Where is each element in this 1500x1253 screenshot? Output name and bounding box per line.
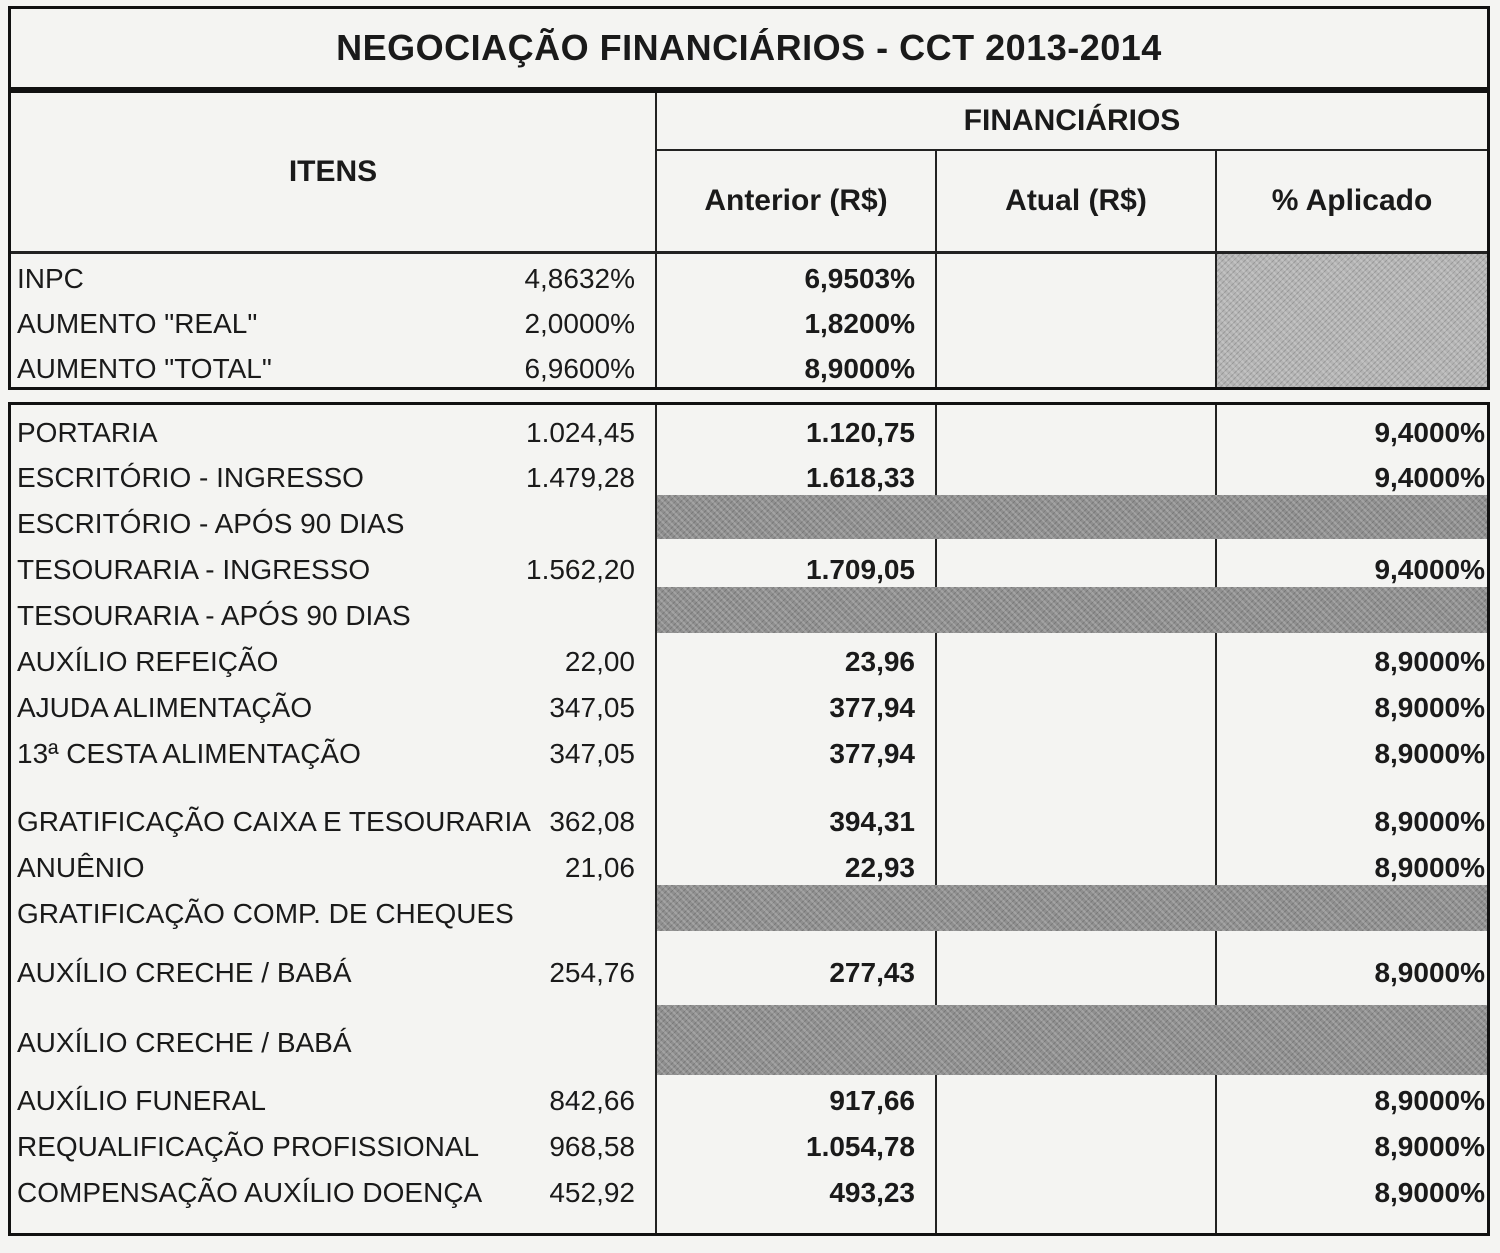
table-row: [11, 734, 1487, 774]
atual-value: 277,43: [829, 957, 915, 988]
item-label: ESCRITÓRIO - INGRESSO: [17, 462, 364, 493]
anterior-value: 968,58: [549, 1131, 635, 1162]
table-row: [11, 1127, 1487, 1167]
aplicado-value: 9,4000%: [1374, 417, 1485, 448]
aplicado-value: 8,9000%: [1374, 692, 1485, 723]
item-label: AUMENTO "REAL": [17, 308, 258, 339]
table-row: [11, 1023, 1487, 1063]
header-table: [8, 90, 1490, 390]
anterior-value: 452,92: [549, 1177, 635, 1208]
header-itens: ITENS: [288, 155, 378, 188]
header-atual: Atual (R$): [1005, 184, 1147, 217]
item-label: ANUÊNIO: [17, 852, 145, 883]
header-aplicado: % Aplicado: [1271, 184, 1433, 217]
table-row: [11, 259, 1487, 299]
table-row: [11, 1173, 1487, 1213]
anterior-value: 842,66: [549, 1085, 635, 1116]
table-row: [11, 953, 1487, 993]
aplicado-value: 8,9000%: [1374, 1131, 1485, 1162]
table-row: [11, 413, 1487, 453]
item-label: PORTARIA: [17, 417, 158, 448]
anterior-value: 362,08: [549, 806, 635, 837]
aplicado-value: 8,9000%: [1374, 806, 1485, 837]
atual-value: 22,93: [844, 852, 915, 883]
atual-value: 1.709,05: [806, 554, 915, 585]
anterior-value: 347,05: [549, 692, 635, 723]
items-table: [8, 402, 1490, 1236]
item-label: AUXÍLIO FUNERAL: [17, 1085, 266, 1116]
table-row: [11, 349, 1487, 389]
atual-value: 1.120,75: [806, 417, 915, 448]
aplicado-value: 8,9000%: [1374, 1085, 1485, 1116]
table-row: [11, 304, 1487, 344]
atual-value: 8,9000%: [804, 353, 915, 384]
aplicado-value: 8,9000%: [1374, 852, 1485, 883]
table-row: [11, 550, 1487, 590]
item-label: AJUDA ALIMENTAÇÃO: [17, 692, 313, 723]
item-label: ESCRITÓRIO - APÓS 90 DIAS: [17, 508, 405, 539]
anterior-value: 1.479,28: [526, 462, 635, 493]
aplicado-value: 8,9000%: [1374, 957, 1485, 988]
item-label: GRATIFICAÇÃO CAIXA E TESOURARIA: [17, 806, 531, 837]
aplicado-value: 9,4000%: [1374, 462, 1485, 493]
anterior-value: 347,05: [549, 738, 635, 769]
anterior-value: 21,06: [564, 852, 635, 883]
document-title: NEGOCIAÇÃO FINANCIÁRIOS - CCT 2013-2014: [8, 6, 1490, 90]
header-anterior: Anterior (R$): [704, 184, 888, 217]
aplicado-value: 9,4000%: [1374, 554, 1485, 585]
aplicado-value: 8,9000%: [1374, 646, 1485, 677]
item-label: COMPENSAÇÃO AUXÍLIO DOENÇA: [17, 1177, 483, 1208]
atual-value: 917,66: [829, 1085, 915, 1116]
atual-value: 1,8200%: [804, 308, 915, 339]
aplicado-value: 8,9000%: [1374, 738, 1485, 769]
atual-value: 377,94: [829, 692, 915, 723]
item-label: REQUALIFICAÇÃO PROFISSIONAL: [17, 1131, 480, 1162]
item-label: INPC: [17, 263, 84, 294]
item-label: AUMENTO "TOTAL": [17, 353, 272, 384]
table-row: [11, 688, 1487, 728]
atual-value: 377,94: [829, 738, 915, 769]
table-row: [11, 848, 1487, 888]
anterior-value: 1.024,45: [526, 417, 635, 448]
item-label: 13ª CESTA ALIMENTAÇÃO: [17, 738, 361, 769]
atual-value: 394,31: [829, 806, 915, 837]
header-financiarios: FINANCIÁRIOS: [963, 104, 1181, 137]
atual-value: 493,23: [829, 1177, 915, 1208]
table-row: [11, 1081, 1487, 1121]
aplicado-value: 8,9000%: [1374, 1177, 1485, 1208]
anterior-value: 22,00: [564, 646, 635, 677]
table-row: [11, 802, 1487, 842]
item-label: TESOURARIA - APÓS 90 DIAS: [17, 600, 411, 631]
item-label: GRATIFICAÇÃO COMP. DE CHEQUES: [17, 898, 514, 929]
atual-value: 1.054,78: [806, 1131, 915, 1162]
item-label: TESOURARIA - INGRESSO: [17, 554, 371, 585]
atual-value: 1.618,33: [806, 462, 915, 493]
anterior-value: 6,9600%: [524, 353, 635, 384]
atual-value: 6,9503%: [804, 263, 915, 294]
anterior-value: 2,0000%: [524, 308, 635, 339]
table-row: [11, 458, 1487, 498]
table-row: [11, 504, 1487, 544]
anterior-value: 254,76: [549, 957, 635, 988]
item-label: AUXÍLIO CRECHE / BABÁ: [17, 957, 352, 988]
atual-value: 23,96: [844, 646, 915, 677]
table-row: [11, 596, 1487, 636]
item-label: AUXÍLIO CRECHE / BABÁ: [17, 1027, 352, 1058]
table-row: [11, 894, 1487, 934]
table-row: [11, 642, 1487, 682]
item-label: AUXÍLIO REFEIÇÃO: [17, 646, 279, 677]
anterior-value: 1.562,20: [526, 554, 635, 585]
anterior-value: 4,8632%: [524, 263, 635, 294]
